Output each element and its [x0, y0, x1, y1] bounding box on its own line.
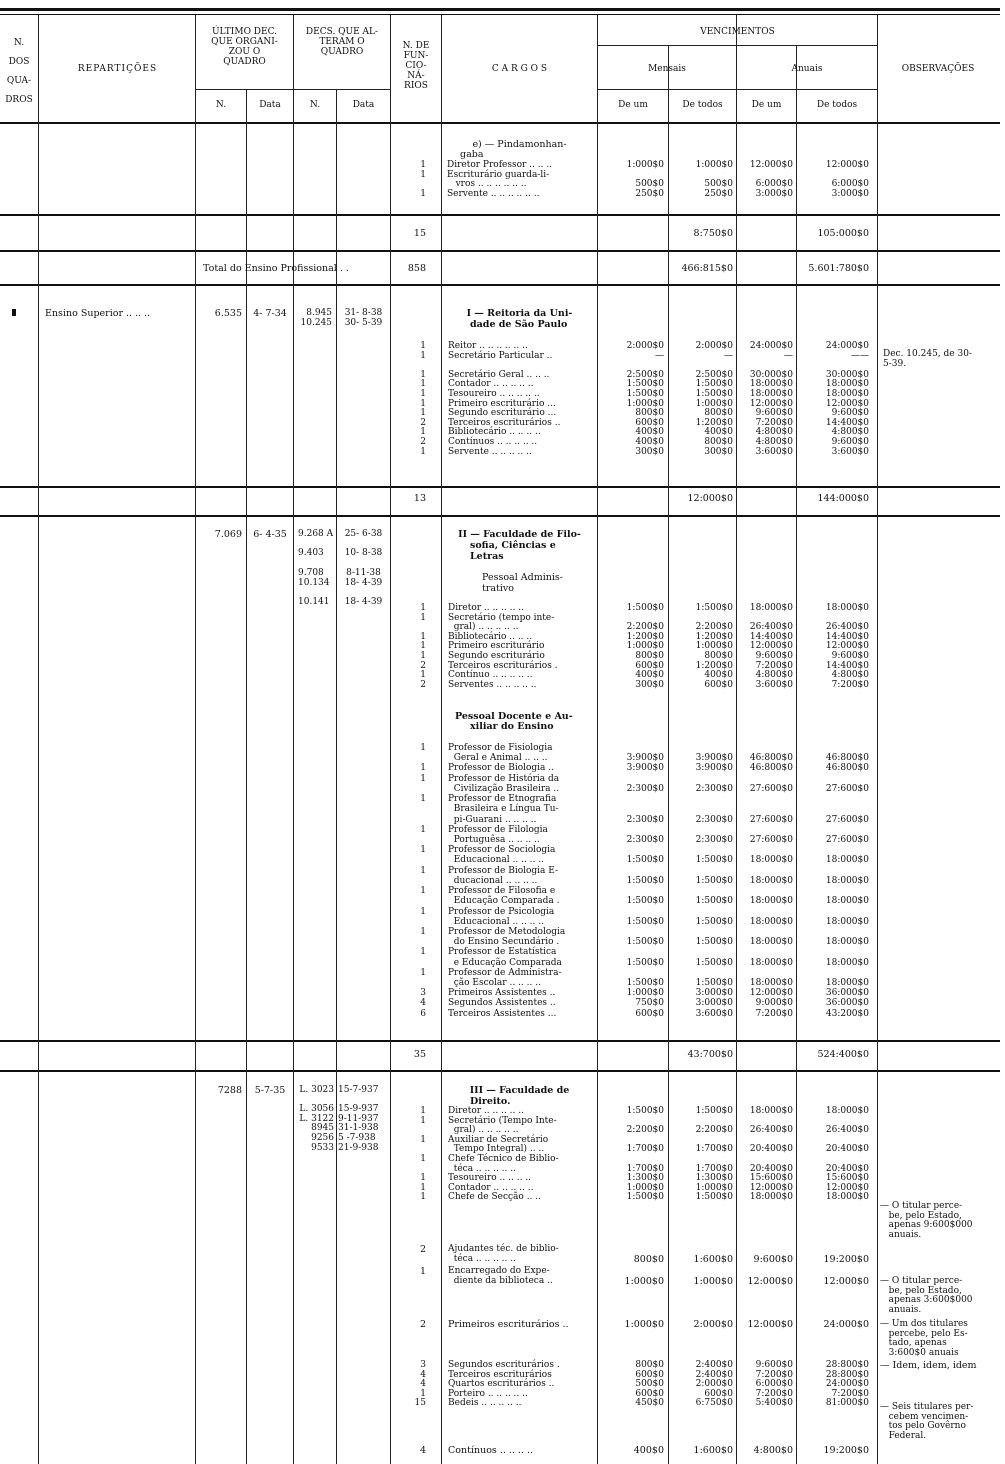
superior-ult-n: 6.535 — [214, 308, 242, 319]
filosofia-title: II — Faculdade de Filo- — [458, 529, 581, 540]
total-ensino-label: Total do Ensino Profissional . . — [203, 263, 349, 274]
direito-title: III — Faculdade de — [469, 1085, 570, 1096]
header-observacoes: OBSERVAÇÕES — [901, 64, 975, 74]
col-rule — [38, 14, 39, 1464]
filosofia-admin-mensal-um: 1:500$0 2:200$0 1:200$0 1:000$0 800$0 600$0 400$0 300$0 — [626, 603, 664, 690]
header-de-um: De um — [751, 100, 782, 110]
direito-cargos-b: Segundos escriturários . Terceiros escriturários Quartos escriturários .. Porteiro .. .. .. .. .. Bedeis .. .. .. .. .. — [448, 1360, 560, 1409]
direito-cont-mensal-um: 400$0 — [633, 1445, 664, 1456]
direito-prim-mensal-todos: 2:000$0 — [693, 1319, 733, 1330]
filosofia-title: Letras — [470, 551, 504, 562]
direito-ult-n: 7288 — [217, 1085, 242, 1096]
direito-enc-cargo: Encarregado do Expe- diente da biblioteca .. — [448, 1266, 553, 1286]
pinda-total-anual: 105:000$0 — [817, 228, 869, 239]
direito-decs-n: L. 3023 L. 3056 L. 3122 8945 9256 9533 — [299, 1085, 334, 1153]
header-data: Data — [259, 100, 281, 110]
filosofia-admin-mensal-todos: 1:500$0 2:200$0 1:200$0 1:000$0 800$0 1:200$0 400$0 600$0 — [695, 603, 733, 690]
direito-ult-data: 5-7-35 — [254, 1085, 286, 1096]
direito-obs: — Seis titulares per- cebem vencimen- tos pelo Govêrno Federal. — [880, 1402, 974, 1441]
reitoria-obs: Dec. 10.245, de 30- 5-39. — [883, 349, 972, 369]
filosofia-decs-data: 25- 6-38 10- 8-38 8-11-38 18- 4-39 18- 4-39 — [344, 529, 383, 607]
direito-ajud-mensal-todos: 1:600$0 — [693, 1254, 733, 1265]
direito-enc-mensal-todos: 1:000$0 — [693, 1276, 733, 1287]
reitoria-total-mensal: 12:000$0 — [687, 493, 733, 504]
header-mensais: Mensais — [648, 64, 686, 74]
header-vencimentos: VENCIMENTOS — [700, 27, 775, 37]
direito-anual-todos-a: 18:000$0 26:400$0 20:400$0 20:400$0 15:600$0 12:000$0 18:000$0 — [825, 1106, 869, 1203]
header-line: QUADRO — [223, 57, 266, 67]
reitoria-total-anual: 144:000$0 — [817, 493, 869, 504]
direito-cont-cargo: Contínuos .. .. .. .. — [448, 1445, 534, 1456]
direito-enc-anual-um: 12:000$0 — [747, 1276, 793, 1287]
superior-ult-data: 4- 7-34 — [253, 308, 287, 319]
reitoria-total-count: 13 — [413, 493, 426, 504]
header-n: N. — [309, 100, 321, 110]
pinda-title: e) — Pindamonhan- — [472, 139, 567, 150]
reitoria-title: I — Reitoria da Uni- — [466, 308, 573, 319]
row-marker — [12, 309, 16, 316]
col-rule — [246, 90, 247, 1464]
top-rule-thin — [0, 14, 1000, 15]
filosofia-total-mensal: 43:700$0 — [687, 1049, 733, 1060]
filosofia-docente-anual-todos: 46:800$0 46:800$0 27:600$0 27:600$0 27:600$0 18:000$0 18:000$0 18:000$0 18:000$0 18:000$0 18:000$0 18:000$0 36:000$0 36:000$0 43:200$0 — [825, 753, 869, 1019]
filosofia-admin-cargos: Diretor .. .. .. .. .. Secretário (tempo inte- gral) .. .. .. .. .. Bibliotecário .. .. .. Primeiro escriturário Segundo escriturário Terceiros escriturários . Contínuo .. .. .. .. .. Serventes .. .. .. .. .. — [448, 603, 558, 690]
filosofia-admin-anual-todos: 18:000$0 26:400$0 14:400$0 12:000$0 9:600$0 14:400$0 4:800$0 7:200$0 — [825, 603, 869, 690]
rule-ensino-total — [0, 284, 1000, 286]
direito-ajud-anual-um: 9:600$0 — [753, 1254, 793, 1265]
header-de-um: De um — [618, 100, 648, 110]
direito-enc-mensal-um: 1:000$0 — [624, 1276, 664, 1287]
header-line: ZOU O — [228, 47, 261, 57]
header-n-dos-quadros — [0, 34, 38, 110]
direito-obs: — Idem, idem, idem — [880, 1360, 977, 1371]
direito-mensal-todos-a: 1:500$0 2:200$0 1:700$0 1:700$0 1:300$0 1:000$0 1:500$0 — [695, 1106, 733, 1203]
header-line: ÚLTIMO DEC. — [211, 27, 278, 37]
pinda-mensal-todos: 1:000$0 500$0 250$0 — [695, 160, 733, 199]
rule-reitoria-total — [0, 515, 1000, 517]
header-reparticoes: REPARTIÇÕES — [77, 64, 158, 74]
direito-enc-count: 1 — [419, 1266, 426, 1277]
header-line: QUE ORGANI- — [211, 37, 278, 47]
col-rule — [597, 14, 598, 1464]
filosofia-total-count: 35 — [413, 1049, 426, 1060]
header-line: CIO- — [405, 61, 427, 71]
filosofia-subtitle: Pessoal Adminis- — [482, 572, 564, 583]
direito-obs: — O titular perce- be, pelo Estado, apenas 9:600$000 anuais. — [880, 1201, 973, 1240]
filosofia-docente-title: Pessoal Docente e Au- — [455, 711, 573, 722]
total-ensino-count: 858 — [407, 263, 426, 274]
pinda-cargos: Diretor Professor .. .. .. Escriturário guarda-li- vros .. .. .. .. .. .. Servente .. .. .. .. .. .. — [447, 160, 553, 199]
direito-prim-cargo: Primeiros escriturários .. — [448, 1319, 569, 1330]
direito-cargos-a: Diretor .. .. .. .. .. Secretário (Tempo Inte- gral) .. .. .. .. .. Auxiliar de Secretário Tempo Integral) .. .. Chefe Técnico de Biblio- téca .. .. .. .. .. Tesoureiro .. .. .. .. Contador .. .. .. .. .. Chefe de Secção .. .. — [448, 1106, 559, 1203]
header-n: N. — [215, 100, 227, 110]
filosofia-subtitle: trativo — [482, 583, 514, 594]
direito-obs: — Um dos titulares percebe, pelo Es- tado, apenas 3:600$0 anuais — [880, 1319, 968, 1358]
col-rule — [441, 14, 442, 1464]
filosofia-total-anual: 524:400$0 — [817, 1049, 869, 1060]
filosofia-docente-title: xiliar do Ensino — [470, 721, 554, 732]
filosofia-docente-cargos: Professor de Fisiologia Geral e Animal .. .. .. Professor de Biologia .. Professor de História da Civilização Brasileira .. Professor de Etnografia Brasileira e Língua Tu- pi-Guarani .. .. .. .. Professor de Filologia Portuguêsa .. .. .. .. Professor de Sociologia Educacional .. .. .. .. Professor de Biologia E- ducacional .. .. .. .. Professor de Filosofia e Educação Comparada . Professor de Psicologia Educacional .. .. .. .. Professor de Metodologia do Ensino Secundário . Professor de Estatística e Educação Comparada Professor de Administra- ção Escolar .. .. .. .. Primeiros Assistentes .. Segundos Assistentes .. Terceiros Assistentes ... — [448, 743, 566, 1019]
top-rule — [0, 8, 1000, 11]
rule-pinda-total — [0, 250, 1000, 252]
direito-cont-mensal-todos: 1:600$0 — [693, 1445, 733, 1456]
header-de-todos: De todos — [816, 100, 858, 110]
pinda-counts: 1 1 1 — [420, 160, 426, 199]
reitoria-title: dade de São Paulo — [470, 319, 568, 330]
direito-cont-anual-todos: 19:200$0 — [823, 1445, 869, 1456]
filosofia-decs-n: 9.268 A 9.403 9.708 10.134 10.141 — [298, 529, 334, 607]
direito-anual-um-a: 18:000$0 26:400$0 20:400$0 20:400$0 15:600$0 12:000$0 18:000$0 — [749, 1106, 793, 1203]
header-bottom-rule — [0, 122, 1000, 124]
col-rule — [336, 90, 337, 1464]
rule-reitoria-end — [0, 486, 1000, 488]
reitoria-mensal-todos: 2:000$0 — 2:500$0 1:500$0 1:500$0 1:000$0 800$0 1:200$0 400$0 800$0 300$0 — [695, 341, 733, 457]
direito-mensal-todos-b: 2:400$0 2:400$0 2:000$0 600$0 6:750$0 — [695, 1360, 733, 1409]
reitoria-counts: 1 1 1 1 1 1 1 2 1 2 1 — [420, 341, 426, 457]
header-line: QUA- — [6, 76, 32, 86]
reitoria-anual-todos: 24:000$0 —— 30:000$0 18:000$0 18:000$0 12:000$0 9:600$0 14:400$0 4:800$0 9:600$0 3:600$0 — [825, 341, 869, 457]
pinda-total-mensal: 8:750$0 — [693, 228, 733, 239]
rule-pinda-end — [0, 214, 1000, 216]
direito-anual-todos-b: 28:800$0 28:800$0 24:000$0 7:200$0 81:000$0 — [825, 1360, 869, 1409]
header-line: RIOS — [404, 81, 428, 91]
vencimentos-rule — [597, 45, 877, 46]
filosofia-admin-anual-um: 18:000$0 26:400$0 14:400$0 12:000$0 9:600$0 7:200$0 4:800$0 3:600$0 — [749, 603, 793, 690]
col-rule — [293, 14, 294, 1464]
rule-filosofia-end — [0, 1040, 1000, 1042]
filosofia-title: sofia, Ciências e — [470, 540, 556, 551]
header-decs-alteraram — [294, 27, 390, 57]
direito-ajud-mensal-um: 800$0 — [633, 1254, 664, 1265]
total-ensino-mensal: 466:815$0 — [681, 263, 733, 274]
header-line: QUADRO — [320, 47, 364, 57]
superior-decs-n: 8.945 10.245 — [300, 308, 332, 328]
reitoria-anual-um: 24:000$0 — 30:000$0 18:000$0 18:000$0 12:000$0 9:600$0 7:200$0 4:800$0 4:800$0 3:600$0 — [749, 341, 793, 457]
filosofia-docente-mensal-todos: 3:900$0 3:900$0 2:300$0 2:300$0 2:300$0 1:500$0 1:500$0 1:500$0 1:500$0 1:500$0 1:500$0 1:500$0 3:000$0 3:000$0 3:600$0 — [695, 753, 733, 1019]
filosofia-docente-counts: 1 1 1 1 1 1 1 1 1 1 1 1 3 4 6 — [420, 743, 426, 1019]
direito-counts-a: 1 1 1 1 1 1 1 — [420, 1106, 426, 1203]
header-ultimo-dec — [196, 27, 293, 67]
filosofia-ult-n: 7.069 — [214, 529, 242, 540]
total-ensino-anual: 5.601:780$0 — [808, 263, 869, 274]
superior-reparticao: Ensino Superior .. .. .. — [45, 308, 151, 319]
header-n-funcionarios — [391, 41, 441, 91]
rule-filosofia-total — [0, 1070, 1000, 1072]
filosofia-admin-counts: 1 1 1 1 1 2 1 2 — [420, 603, 426, 690]
filosofia-docente-mensal-um: 3:900$0 3:900$0 2:300$0 2:300$0 2:300$0 1:500$0 1:500$0 1:500$0 1:500$0 1:500$0 1:500$0 1:500$0 1:000$0 750$0 600$0 — [626, 753, 664, 1019]
header-line: N. DE — [402, 41, 430, 51]
header-anuais: Anuais — [791, 64, 823, 74]
direito-prim-anual-todos: 24:000$0 — [823, 1319, 869, 1330]
header-line: DROS — [5, 95, 33, 105]
direito-decs-data: 15-7-937 15-9-937 9-11-937 31-1-938 5 -7-938 21-9-938 — [338, 1085, 379, 1153]
direito-ajud-count: 2 — [419, 1244, 426, 1255]
header-line: TERAM O — [319, 37, 365, 47]
header-line: N. — [13, 38, 25, 48]
venc-sub-rule — [597, 89, 877, 90]
direito-prim-count: 2 — [419, 1319, 426, 1330]
header-data: Data — [352, 100, 375, 110]
filosofia-ult-data: 6- 4-35 — [253, 529, 287, 540]
superior-decs-data: 31- 8-38 30- 5-39 — [344, 308, 383, 328]
reitoria-cargos: Reitor .. .. .. .. .. .. Secretário Particular .. Secretário Geral .. .. .. Contador .. .. .. .. .. Tesoureiro .. .. .. .. .. Primeiro escriturário ... Segundo escriturário ... Terceiros escriturários .. Bibliotecário .. .. .. .. Contínuos .. .. .. .. .. Servente .. .. .. .. .. — [448, 341, 561, 457]
pinda-anual-um: 12:000$0 6:000$0 3:000$0 — [749, 160, 793, 199]
col-rule — [736, 14, 737, 1464]
filosofia-docente-anual-um: 46:800$0 46:800$0 27:600$0 27:600$0 27:600$0 18:000$0 18:000$0 18:000$0 18:000$0 18:000$0 18:000$0 18:000$0 12:000$0 9:000$0 7:200$0 — [749, 753, 793, 1019]
header-cargos: C A R G O S — [491, 64, 548, 74]
pinda-anual-todos: 12:000$0 6:000$0 3:000$0 — [825, 160, 869, 199]
header-line: DECS. QUE AL- — [305, 27, 379, 37]
pinda-total-count: 15 — [413, 228, 426, 239]
pinda-mensal-um: 1:000$0 500$0 250$0 — [626, 160, 664, 199]
reitoria-mensal-um: 2:000$0 — 2:500$0 1:500$0 1:500$0 1:000$0 800$0 600$0 400$0 400$0 300$0 — [626, 341, 664, 457]
direito-mensal-um-b: 800$0 600$0 500$0 600$0 450$0 — [635, 1360, 664, 1409]
header-line: NÁ- — [407, 71, 425, 81]
direito-cont-anual-um: 4:800$0 — [753, 1445, 793, 1456]
pinda-title: gaba — [460, 149, 484, 160]
direito-anual-um-b: 9:600$0 7:200$0 6:000$0 7:200$0 5:400$0 — [755, 1360, 793, 1409]
header-de-todos: De todos — [682, 100, 723, 110]
direito-ajud-cargo: Ajudantes téc. de biblio- téca .. .. .. .. .. — [448, 1244, 559, 1264]
col-rule — [877, 14, 878, 1464]
header-line: FUN- — [403, 51, 429, 61]
direito-prim-mensal-um: 1:000$0 — [624, 1319, 664, 1330]
direito-enc-anual-todos: 12:000$0 — [823, 1276, 869, 1287]
direito-title: Direito. — [470, 1096, 511, 1107]
direito-counts-b: 3 4 4 1 15 — [414, 1360, 426, 1409]
direito-obs: — O titular perce- be, pelo Estado, apenas 3:600$000 anuais. — [880, 1276, 973, 1315]
header-line: DOS — [8, 57, 30, 67]
direito-ajud-anual-todos: 19:200$0 — [823, 1254, 869, 1265]
direito-mensal-um-a: 1:500$0 2:200$0 1:700$0 1:700$0 1:300$0 1:000$0 1:500$0 — [626, 1106, 664, 1203]
col-rule — [195, 14, 196, 1464]
direito-cont-count: 4 — [419, 1445, 426, 1456]
direito-prim-anual-um: 12:000$0 — [747, 1319, 793, 1330]
